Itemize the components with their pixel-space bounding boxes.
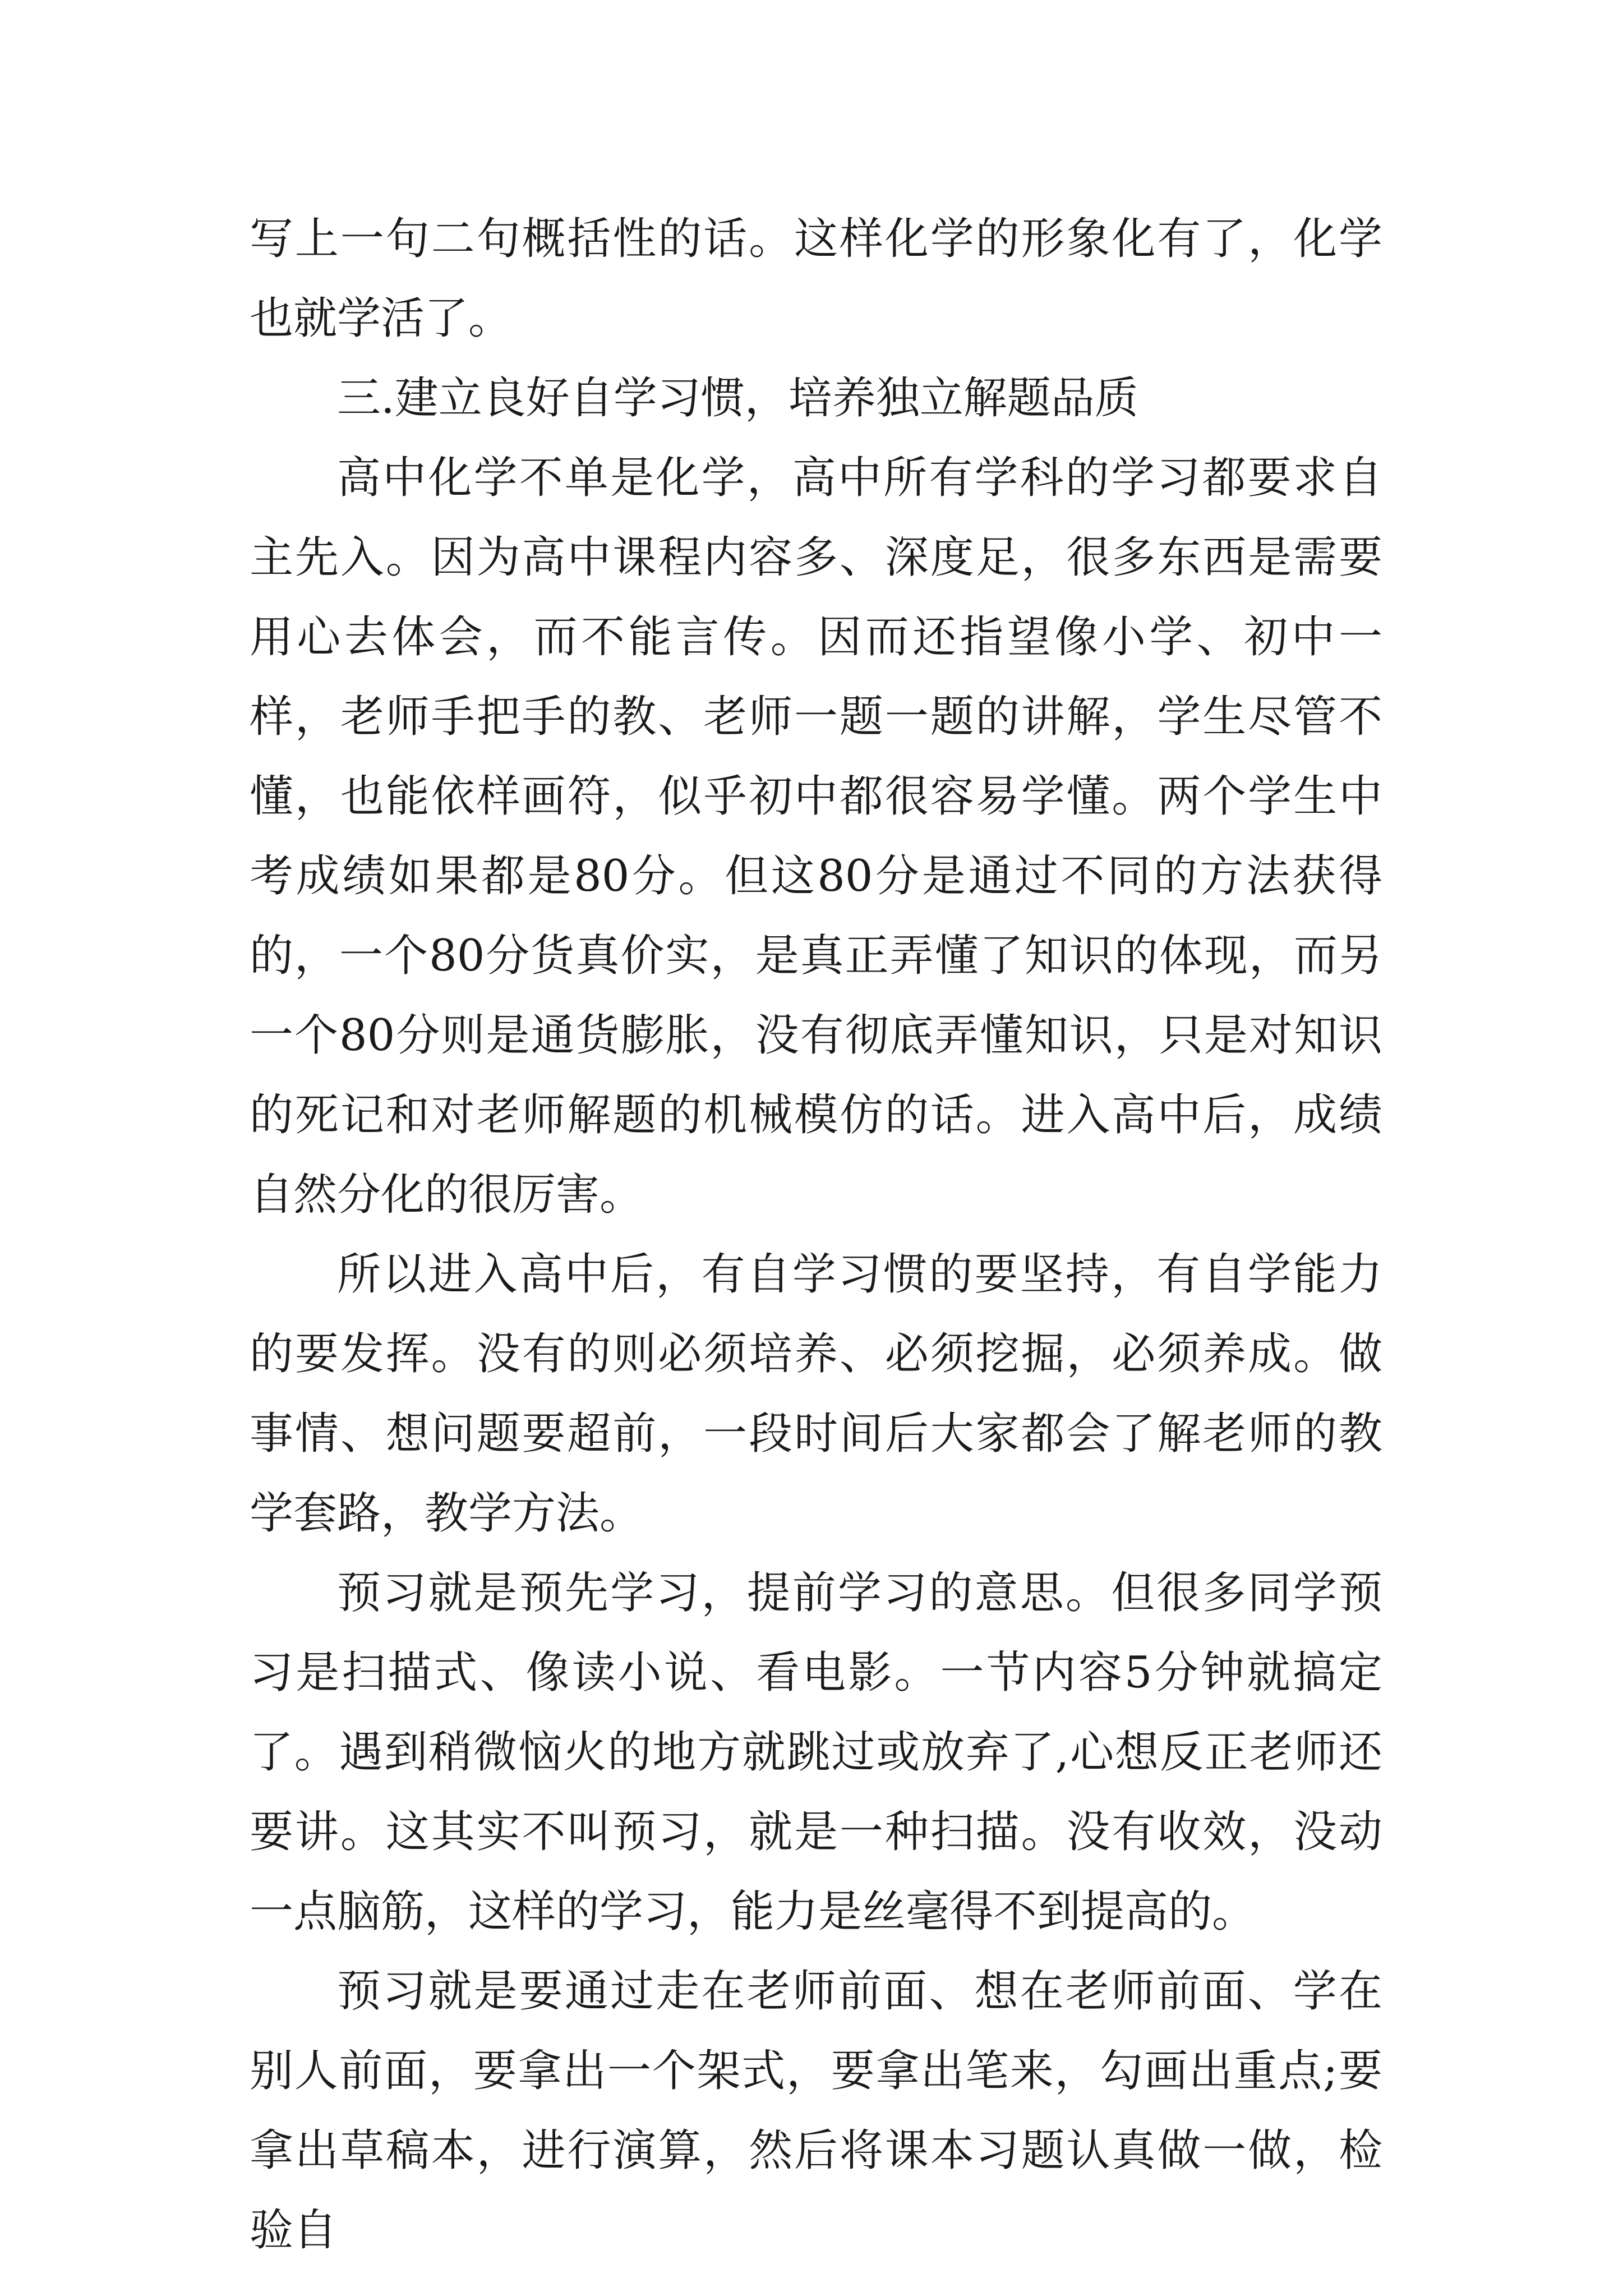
paragraph: 高中化学不单是化学，高中所有学科的学习都要求自主先入。因为高中课程内容多、深度足，很多东西是需要用心去体会，而不能言传。因而还指望像小学、初中一样，老师手把手的教、老师一题一题的讲解，学生尽管不懂，也能依样画符，似乎初中都很容易学懂。两个学生中考成绩如果都是80分。但这80分是通过不同的方法获得的，一个80分货真价实，是真正弄懂了知识的体现，而另一个80分则是通货膨胀，没有彻底弄懂知识，只是对知识的死记和对老师解题的机械模仿的话。进入高中后，成绩自然分化的很厉害。: [250, 453, 1382, 1220]
section-heading: 三.建立良好自学习惯，培养独立解题品质: [337, 373, 1138, 424]
paragraph: 预习就是要通过走在老师前面、想在老师前面、学在别人前面，要拿出一个架式，要拿出笔来，勾画出重点;要拿出草稿本，进行演算，然后将课本习题认真做一做，检验自: [250, 1966, 1382, 2256]
paragraph-continuation: 写上一句二句概括性的话。这样化学的形象化有了，化学也就学活了。: [250, 214, 1382, 344]
paragraph: 所以进入高中后，有自学习惯的要坚持，有自学能力的要发挥。没有的则必须培养、必须挖掘，必须养成。做事情、想问题要超前，一段时间后大家都会了解老师的教学套路，教学方法。: [250, 1249, 1382, 1539]
body-text: [250, 199, 1382, 2270]
paragraph: 预习就是预先学习，提前学习的意思。但很多同学预习是扫描式、像读小说、看电影。一节内容5分钟就搞定了。遇到稍微恼火的地方就跳过或放弃了,心想反正老师还要讲。这其实不叫预习，就是一种扫描。没有收效，没动一点脑筋，这样的学习，能力是丝毫得不到提高的。: [250, 1568, 1382, 1937]
